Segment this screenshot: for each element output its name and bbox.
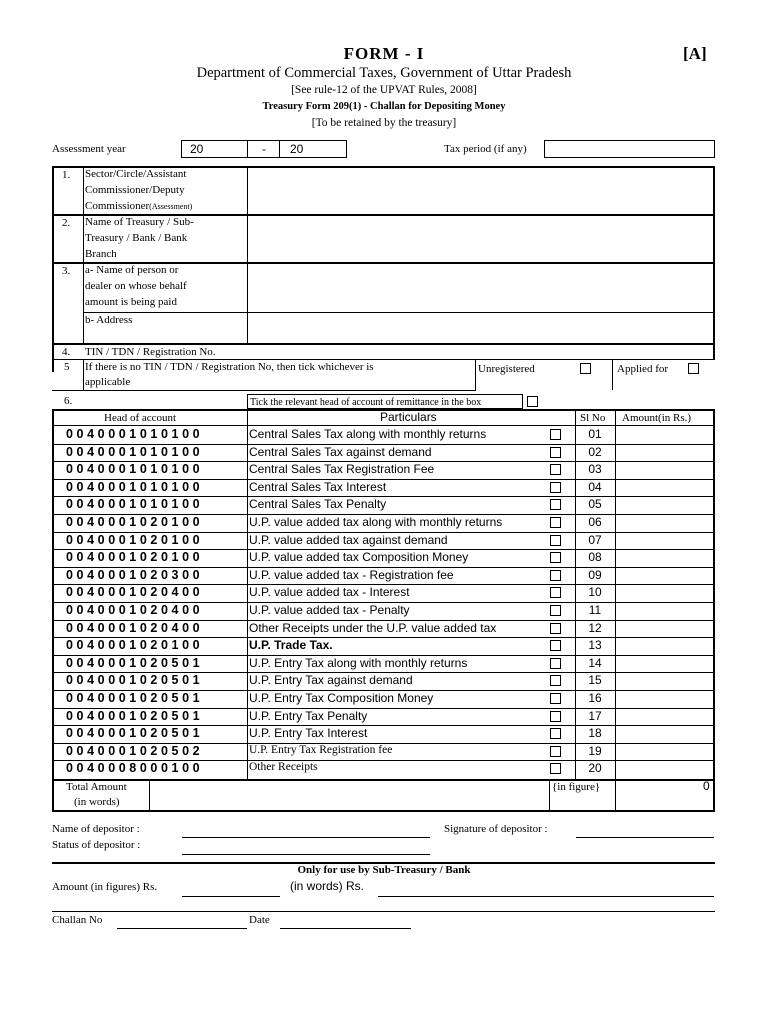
particulars-text: U.P. value added tax along with monthly returns [249,515,503,529]
head-of-account-code: 0040001020501 [66,691,204,705]
head-of-account-checkbox[interactable] [527,396,538,407]
challan-no-line[interactable] [117,928,247,929]
serial-number: 10 [588,585,602,600]
amount-input[interactable] [617,620,712,637]
serial-number: 11 [588,603,602,617]
head-of-account-code: 0040001020501 [66,726,204,741]
form-title: FORM - I [343,44,425,63]
serial-number: 05 [588,497,602,512]
particulars-text: U.P. value added tax against demand [249,532,448,547]
dealer-name-input[interactable] [249,264,711,310]
field-2-label-a: Name of Treasury / Sub- [85,216,194,228]
amount-input[interactable] [617,426,712,443]
unregistered-label: Unregistered [478,363,535,375]
field-5-label-a: If there is no TIN / TDN / Registration No, then tick whichever is [85,361,374,373]
amount-input[interactable] [617,532,712,549]
amount-input[interactable] [617,690,712,707]
particulars-text: Central Sales Tax Interest [249,479,387,494]
serial-number: 02 [588,444,602,459]
applied-for-checkbox[interactable] [688,363,699,374]
particulars-text: Other Receipts under the U.P. value added tax [249,620,497,635]
department-name: Department of Commercial Taxes, Government of Uttar Pradesh [196,65,572,81]
amount-input[interactable] [617,637,712,654]
amount-words-label: (in words) Rs. [290,879,365,893]
particulars-text: U.P. value added tax - Interest [249,585,410,600]
serial-number: 16 [588,691,602,705]
row-checkbox[interactable] [550,623,561,634]
row-checkbox[interactable] [550,464,561,475]
year-dash: - [262,142,266,156]
serial-number: 20 [588,761,602,776]
amount-input[interactable] [617,496,712,513]
particulars-text: U.P. value added tax - Registration fee [249,567,454,582]
field-5-number: 5 [64,361,70,373]
field-1-label-b: Commissioner/Deputy [85,184,185,196]
field-4-label: TIN / TDN / Registration No. [85,346,216,358]
head-of-account-code: 0040001020501 [66,673,204,688]
serial-number: 13 [588,638,602,653]
amount-figures-label: Amount (in figures) Rs. [52,881,158,893]
head-of-account-code: 0040001010100 [66,497,204,512]
particulars-text: U.P. Trade Tax. [249,638,333,653]
amount-input[interactable] [617,743,712,760]
head-of-account-code: 0040001020100 [66,638,204,653]
field-3-label-c: amount is being paid [85,296,177,308]
row-checkbox[interactable] [550,746,561,757]
col-particulars: Particulars [380,410,437,424]
serial-number: 18 [588,726,602,741]
total-value: 0 [703,779,710,793]
total-in-words-label: (in words) [74,796,120,808]
head-of-account-code: 0040001010100 [66,444,204,459]
head-of-account-code: 0040001020400 [66,620,204,635]
col-amount: Amount(in Rs.) [622,412,692,424]
row-checkbox[interactable] [550,447,561,458]
row-checkbox[interactable] [550,429,561,440]
field-1-number: 1. [62,169,71,181]
tax-period-field[interactable] [544,140,715,158]
field-1-label-c: Commissioner(Assessment) [85,200,193,212]
total-in-words-input[interactable] [151,781,547,809]
row-checkbox[interactable] [550,552,561,563]
serial-number: 01 [588,427,602,441]
retained-note: [To be retained by the treasury] [311,117,457,129]
serial-number: 06 [588,515,602,529]
amount-input[interactable] [617,584,712,601]
field-2-label-b: Treasury / Bank / Bank [85,232,188,244]
year-from-field[interactable] [181,140,248,158]
particulars-text: U.P. value added tax Composition Money [249,550,469,565]
year-to-value: 20 [290,142,304,156]
amount-input[interactable] [617,602,712,619]
amount-input[interactable] [617,567,712,584]
row-checkbox[interactable] [550,605,561,616]
sector-circle-input[interactable] [249,168,711,212]
head-of-account-code: 0040001020501 [66,655,204,670]
row-checkbox[interactable] [550,728,561,739]
amount-input[interactable] [617,514,712,531]
head-of-account-code: 0040001020100 [66,550,204,565]
field-4-number: 4. [62,346,71,358]
head-of-account-code: 0040001020100 [66,515,204,529]
amount-input[interactable] [617,549,712,566]
serial-number: 08 [588,550,602,565]
year-from-value: 20 [190,142,204,156]
head-of-account-code: 0040001020100 [66,532,204,547]
amount-input[interactable] [617,672,712,689]
row-checkbox[interactable] [550,763,561,774]
amount-input[interactable] [617,444,712,461]
head-of-account-code: 0040001010100 [66,479,204,494]
field-3-number: 3. [62,265,71,277]
field-1-label-small: (Assessment) [149,202,193,211]
particulars-text: Central Sales Tax against demand [249,444,432,459]
serial-number: 19 [588,743,602,758]
name-of-depositor-line[interactable] [182,837,430,838]
head-of-account-code: 0040001020502 [66,743,204,758]
particulars-text: U.P. Entry Tax against demand [249,673,413,688]
year-dash-box [247,140,280,158]
amount-words-line[interactable] [378,896,714,897]
field-2-number: 2. [62,217,71,229]
name-of-depositor-label: Name of depositor : [52,823,140,835]
col-slno: Sl No [580,412,606,424]
particulars-text: Central Sales Tax Registration Fee [249,462,435,477]
challan-no-label: Challan No [52,914,103,926]
col-head-of-account: Head of account [104,412,177,424]
serial-number: 15 [588,673,602,688]
particulars-text: Other Receipts [249,761,318,774]
row-checkbox[interactable] [550,570,561,581]
head-of-account-code: 0040001010100 [66,462,204,477]
particulars-text: U.P. value added tax - Penalty [249,603,410,617]
head-of-account-code: 0040001020300 [66,567,204,582]
only-for-use-heading: Only for use by Sub-Treasury / Bank [297,864,471,876]
head-of-account-code: 0040001020400 [66,585,204,600]
serial-number: 03 [588,462,602,477]
row-checkbox[interactable] [550,499,561,510]
row-checkbox[interactable] [550,658,561,669]
particulars-text: U.P. Entry Tax along with monthly returns [249,655,468,670]
date-line[interactable] [280,928,411,929]
serial-number: 12 [588,620,602,635]
address-input[interactable] [249,314,711,342]
treasury-form: Treasury Form 209(1) - Challan for Depositing Money [262,101,506,112]
serial-number: 09 [588,567,602,582]
amount-input[interactable] [617,725,712,742]
form-code: [A] [683,44,707,63]
head-of-account-code: 0040001020400 [66,603,204,617]
amount-figures-line[interactable] [182,896,280,897]
particulars-text: U.P. Entry Tax Registration fee [249,743,393,756]
field-3-label-a: a- Name of person or [85,264,179,276]
head-of-account-code: 0040001010100 [66,427,204,441]
assessment-year-label: Assessment year [52,143,126,155]
serial-number: 04 [588,479,602,494]
field-1-label-a: Sector/Circle/Assistant [85,168,187,180]
field-3-label-d: b- Address [85,314,133,326]
signature-line[interactable] [576,837,714,838]
particulars-text: U.P. Entry Tax Composition Money [249,691,434,705]
treasury-name-input[interactable] [249,216,711,260]
row-checkbox[interactable] [550,711,561,722]
amount-input[interactable] [617,760,712,777]
serial-number: 14 [588,655,602,670]
field-5-label-b: applicable [85,376,131,388]
row-checkbox[interactable] [550,535,561,546]
rule-reference: [See rule-12 of the UPVAT Rules, 2008] [291,84,477,96]
particulars-text: U.P. Entry Tax Penalty [249,708,368,723]
particulars-text: U.P. Entry Tax Interest [249,726,368,741]
serial-number: 07 [588,532,602,547]
field-6-number: 6. [64,395,73,407]
head-of-account-code: 0040008000100 [66,761,204,776]
row-checkbox[interactable] [550,640,561,651]
row-checkbox[interactable] [550,517,561,528]
field-2-label-c: Branch [85,248,117,260]
total-amount-label: Total Amount [66,781,127,793]
field-6-box [247,394,523,409]
applied-for-label: Applied for [617,363,669,375]
signature-label: Signature of depositor : [444,823,548,835]
status-of-depositor-label: Status of depositor : [52,839,141,851]
status-of-depositor-line[interactable] [182,854,430,855]
row-checkbox[interactable] [550,693,561,704]
tax-period-label: Tax period (if any) [444,143,527,155]
unregistered-checkbox[interactable] [580,363,591,374]
amount-input[interactable] [617,655,712,672]
field-3-label-b: dealer on whose behalf [85,280,187,292]
row-checkbox[interactable] [550,587,561,598]
particulars-text: Central Sales Tax Penalty [249,497,387,512]
year-to-field[interactable] [279,140,347,158]
head-of-account-code: 0040001020501 [66,708,204,723]
amount-input[interactable] [617,479,712,496]
in-figure-label: {in figure} [552,781,601,793]
amount-input[interactable] [617,461,712,478]
serial-number: 17 [588,708,602,723]
date-label: Date [249,914,270,926]
amount-input[interactable] [617,708,712,725]
row-checkbox[interactable] [550,482,561,493]
field-6-label: Tick the relevant head of account of remittance in the box [250,397,482,408]
particulars-text: Central Sales Tax along with monthly returns [249,427,487,441]
row-checkbox[interactable] [550,675,561,686]
